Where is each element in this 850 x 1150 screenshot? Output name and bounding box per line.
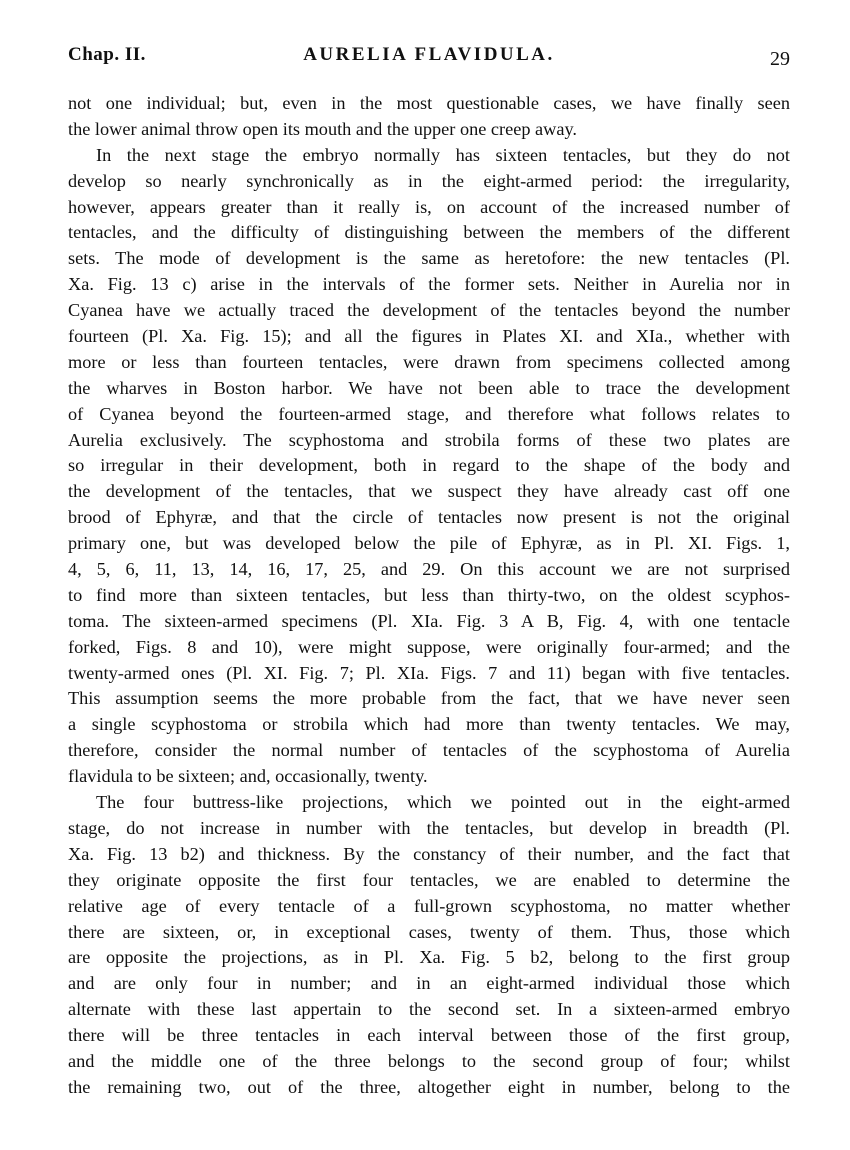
- text-line: more or less than fourteen tentacles, were drawn from specimens collected among: [68, 351, 790, 372]
- text-line: Cyanea have we actually traced the development of the tentacles beyond the number: [68, 300, 790, 321]
- text-line: sets. The mode of development is the same as heretofore: the new tentacles (Pl.: [68, 248, 790, 269]
- text-line: a single scyphostoma or strobila which had more than twenty tentacles. We may,: [68, 714, 790, 735]
- text-line: not one individual; but, even in the most questionable cases, we have finally seen: [68, 93, 790, 113]
- text-line: brood of Ephyræ, and that the circle of tentacles now present is not the original: [68, 507, 790, 528]
- text-line: stage, do not increase in number with the tentacles, but develop in breadth (Pl.: [68, 817, 790, 838]
- text-line: and the middle one of the three belongs to the second group of four; whilst: [68, 1050, 790, 1071]
- text-line: and are only four in number; and in an eight-armed individual those which: [68, 973, 790, 994]
- text-line: there will be three tentacles in each interval between those of the first group,: [68, 1025, 790, 1046]
- text-line: Aurelia exclusively. The scyphostoma and strobila forms of these two plates are: [68, 429, 790, 450]
- text-line: the lower animal throw open its mouth and the upper one creep away.: [68, 118, 578, 139]
- text-line: In the next stage the embryo normally has sixteen tentacles, but they do not: [96, 144, 790, 165]
- text-line: there are sixteen, or, in exceptional cases, twenty of them. Thus, those which: [68, 921, 790, 942]
- text-line: relative age of every tentacle of a full-grown scyphostoma, no matter whether: [68, 895, 790, 916]
- chapter-label: Chap. II.: [68, 44, 146, 65]
- text-line: the wharves in Boston harbor. We have not been able to trace the development: [68, 377, 790, 398]
- text-line: flavidula to be sixteen; and, occasionally, twenty.: [68, 766, 428, 787]
- text-line: toma. The sixteen-armed specimens (Pl. XIa. Fig. 3 A B, Fig. 4, with one tentacle: [68, 610, 790, 631]
- text-line: develop so nearly synchronically as in the eight-armed period: the irregularity,: [68, 170, 790, 191]
- body-text: [68, 91, 790, 1101]
- text-line: to find more than sixteen tentacles, but less than thirty-two, on the oldest scyphos-: [68, 584, 790, 605]
- text-line: are opposite the projections, as in Pl. Xa. Fig. 5 b2, belong to the first group: [68, 947, 790, 968]
- page-number: 29: [770, 48, 790, 70]
- text-line: This assumption seems the more probable from the fact, that we have never seen: [68, 688, 790, 709]
- text-line: however, appears greater than it really is, on account of the increased number of: [68, 196, 790, 217]
- running-head: [68, 44, 790, 74]
- text-line: Xa. Fig. 13 c) arise in the intervals of the former sets. Neither in Aurelia nor in: [68, 274, 790, 295]
- text-line: they originate opposite the first four tentacles, we are enabled to determine the: [68, 869, 790, 890]
- text-line: 4, 5, 6, 11, 13, 14, 16, 17, 25, and 29. On this account we are not surprised: [68, 559, 790, 580]
- text-line: of Cyanea beyond the fourteen-armed stage, and therefore what follows relates to: [68, 403, 790, 424]
- page-title: AURELIA FLAVIDULA.: [303, 44, 555, 65]
- text-line: so irregular in their development, both in regard to the shape of the body and: [68, 455, 790, 476]
- text-line: therefore, consider the normal number of tentacles of the scyphostoma of Aurelia: [68, 740, 790, 761]
- text-line: fourteen (Pl. Xa. Fig. 15); and all the figures in Plates XI. and XIa., whether with: [68, 326, 790, 347]
- text-line: the remaining two, out of the three, altogether eight in number, belong to the: [68, 1076, 790, 1097]
- text-line: the development of the tentacles, that we suspect they have already cast off one: [68, 481, 790, 502]
- text-line: alternate with these last appertain to the second set. In a sixteen-armed embryo: [68, 999, 790, 1020]
- text-line: The four buttress-like projections, which we pointed out in the eight-armed: [96, 792, 790, 813]
- text-line: twenty-armed ones (Pl. XI. Fig. 7; Pl. XIa. Figs. 7 and 11) began with five tentacles.: [68, 662, 790, 683]
- text-line: forked, Figs. 8 and 10), were might suppose, were originally four-armed; and the: [68, 636, 790, 657]
- text-line: primary one, but was developed below the pile of Ephyræ, as in Pl. XI. Figs. 1,: [68, 533, 790, 554]
- text-line: Xa. Fig. 13 b2) and thickness. By the constancy of their number, and the fact that: [68, 843, 790, 864]
- text-line: tentacles, and the difficulty of distinguishing between the members of the different: [68, 222, 790, 243]
